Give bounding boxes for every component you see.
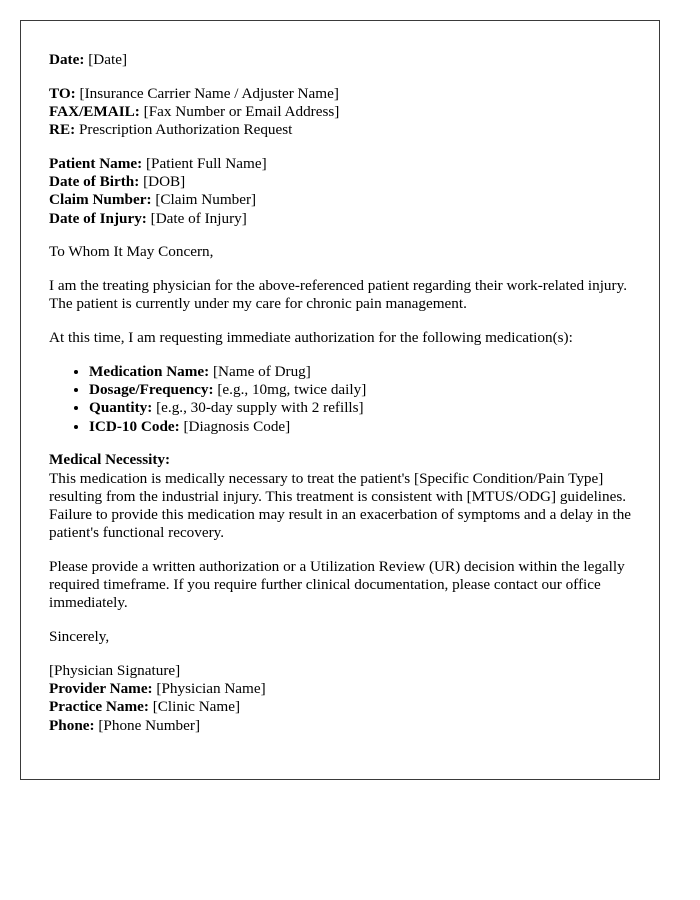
patient-name-line <box>49 155 639 173</box>
re-label: RE: <box>49 121 76 139</box>
medication-name-label: Medication Name: <box>89 363 210 380</box>
request-paragraph: At this time, I am requesting immediate authorization for the following medication(s): <box>49 329 573 347</box>
phone-label: Phone: <box>49 716 95 734</box>
list-item <box>89 399 639 417</box>
practice-name-value: [Clinic Name] <box>148 698 241 716</box>
sign-off: Sincerely, <box>49 628 110 646</box>
list-item <box>89 418 639 436</box>
quantity-value: [e.g., 30-day supply with 2 refills] <box>152 399 364 417</box>
dob-label: Date of Birth: <box>49 173 140 191</box>
medical-necessity-section <box>49 451 639 542</box>
fax-email-value: [Fax Number or Email Address] <box>139 103 340 120</box>
re-value: Prescription Authorization Request <box>75 121 293 139</box>
date-line <box>49 51 639 69</box>
dob-value: [DOB] <box>139 173 186 191</box>
medication-list <box>49 363 639 436</box>
date-of-injury-label: Date of Injury: <box>49 209 147 227</box>
practice-name-line <box>49 698 639 716</box>
provider-name-label: Provider Name: <box>49 680 153 698</box>
dosage-frequency-label: Dosage/Frequency: <box>89 381 214 399</box>
medication-name-value: [Name of Drug] <box>209 363 311 380</box>
fax-email-line <box>49 103 639 121</box>
practice-name-label: Practice Name: <box>49 698 149 716</box>
date-of-injury-value: [Date of Injury] <box>146 209 247 227</box>
fax-email-label: FAX/EMAIL: <box>49 103 140 120</box>
date-label: Date: <box>49 51 85 68</box>
dosage-frequency-value: [e.g., 10mg, twice daily] <box>213 381 367 399</box>
to-line <box>49 85 639 103</box>
closing-request-paragraph: Please provide a written authorization or a Utilization Review (UR) decision within the legally required timeframe. If you require further clinical documentation, please contact our office immediately. <box>49 558 625 612</box>
patient-name-label: Patient Name: <box>49 155 143 172</box>
patient-info-block <box>49 155 639 228</box>
icd-10-code-label: ICD-10 Code: <box>89 417 180 435</box>
medical-necessity-text: This medication is medically necessary to treat the patient's [Specific Condition/Pain Type] resulting from the industrial injury. This treatment is consistent with [MTUS/ODG] guidelines. Failure to provide this medication may result in an exacerbation of symptoms and a delay in the patient's functional recovery. <box>49 469 632 542</box>
signature-block <box>49 662 639 735</box>
salutation: To Whom It May Concern, <box>49 243 214 261</box>
patient-name-value: [Patient Full Name] <box>142 155 267 172</box>
medical-necessity-heading: Medical Necessity: <box>49 451 171 469</box>
recipient-block <box>49 85 639 140</box>
dob-line <box>49 173 639 191</box>
intro-paragraph: I am the treating physician for the above-referenced patient regarding their work-related injury. The patient is currently under my care for chronic pain management. <box>49 277 627 313</box>
phone-value: [Phone Number] <box>94 716 201 734</box>
claim-number-value: [Claim Number] <box>151 191 257 209</box>
to-value: [Insurance Carrier Name / Adjuster Name] <box>75 84 339 102</box>
provider-name-line <box>49 680 639 698</box>
to-label: TO: <box>49 84 76 102</box>
quantity-label: Quantity: <box>89 399 153 417</box>
icd-10-code-value: [Diagnosis Code] <box>179 417 291 435</box>
date-value: [Date] <box>84 51 128 68</box>
claim-number-line <box>49 191 639 209</box>
date-block <box>49 51 639 69</box>
claim-number-label: Claim Number: <box>49 191 152 209</box>
letter-document <box>20 20 660 780</box>
phone-line <box>49 717 639 735</box>
signature-placeholder: [Physician Signature] <box>49 662 181 680</box>
list-item <box>89 381 639 399</box>
re-line <box>49 121 639 139</box>
date-of-injury-line <box>49 210 639 228</box>
provider-name-value: [Physician Name] <box>152 680 266 698</box>
list-item <box>89 363 639 381</box>
